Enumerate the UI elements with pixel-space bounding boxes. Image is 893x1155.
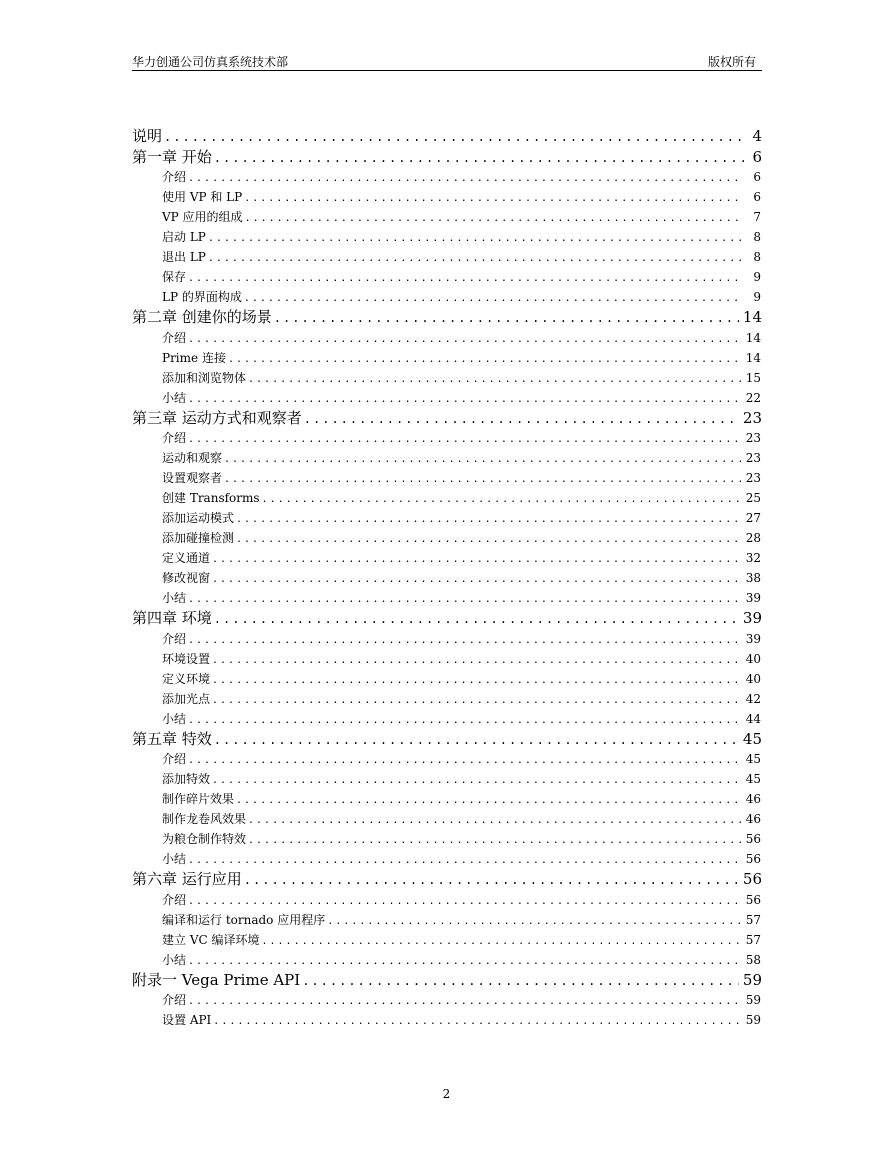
dot-leader: [302, 971, 739, 991]
toc-entry-title: 制作龙卷风效果: [162, 812, 247, 826]
toc-section-entry[interactable]: [132, 227, 762, 247]
dot-leader: [214, 609, 739, 629]
dot-leader: [214, 148, 744, 168]
dot-leader: [236, 510, 742, 528]
toc-entry-title: VP 应用的组成: [162, 210, 243, 224]
toc-entry-title: 添加运动模式: [162, 511, 235, 525]
toc-entry-page: 9: [753, 270, 761, 284]
dot-leader: [261, 932, 741, 950]
toc-section-entry[interactable]: [132, 267, 762, 287]
dot-leader: [208, 249, 743, 267]
toc-entry-title: 小结: [162, 711, 187, 726]
dot-leader: [188, 430, 742, 448]
toc-entry-title: 定义环境: [162, 671, 211, 686]
dot-leader: [212, 570, 742, 588]
toc-entry-title: 环境设置: [162, 651, 211, 666]
toc-entry-page: 7: [753, 210, 761, 224]
toc-section-entry[interactable]: [132, 789, 762, 809]
dot-leader: [164, 127, 744, 147]
toc-section-entry[interactable]: [132, 588, 762, 608]
toc-entry-title: 保存: [162, 270, 187, 284]
toc-entry-page: 23: [745, 431, 761, 445]
toc-entry-title: 退出 LP: [162, 250, 206, 264]
toc-chapter-entry[interactable]: [132, 126, 762, 147]
toc-entry-title: 添加光点: [162, 691, 211, 706]
toc-section-entry[interactable]: [132, 167, 762, 187]
toc-entry-title: 为粮仓制作特效: [162, 832, 247, 846]
toc-section-entry[interactable]: [132, 809, 762, 829]
dot-leader: [188, 851, 742, 869]
toc-entry-page: 27: [745, 511, 761, 525]
toc-entry-page: 56: [745, 832, 761, 846]
toc-entry-page: 22: [745, 390, 761, 405]
toc-entry-title: 设置 API: [162, 1013, 212, 1027]
toc-entry-page: 39: [745, 591, 761, 605]
toc-entry-page: 8: [753, 250, 761, 264]
dot-leader: [214, 730, 739, 750]
toc-entry-title: 创建 Transforms: [162, 491, 260, 505]
toc-entry-page: 45: [742, 729, 762, 748]
toc-entry-title: 定义通道: [162, 551, 211, 565]
toc-chapter-entry[interactable]: [132, 147, 762, 168]
toc-entry-title: 小结: [162, 852, 187, 866]
toc-section-entry[interactable]: [132, 629, 762, 649]
toc-entry-page: 15: [745, 370, 761, 385]
toc-entry-page: 40: [745, 671, 761, 686]
toc-chapter-entry[interactable]: [132, 869, 762, 890]
toc-section-entry[interactable]: [132, 187, 762, 207]
dot-leader: [188, 590, 742, 608]
toc-section-entry[interactable]: [132, 287, 762, 307]
toc-entry-title: 介绍: [162, 170, 187, 184]
toc-entry-page: 23: [742, 408, 762, 427]
toc-section-entry[interactable]: [132, 910, 762, 930]
table-of-contents: [132, 126, 762, 1030]
dot-leader: [213, 1012, 741, 1030]
toc-section-entry[interactable]: [132, 468, 762, 488]
dot-leader: [236, 530, 742, 548]
toc-entry-title: 第四章 环境: [132, 609, 212, 627]
toc-section-entry[interactable]: [132, 448, 762, 468]
header-copyright: 版权所有: [707, 55, 756, 69]
toc-entry-page: 42: [745, 691, 761, 706]
toc-chapter-entry[interactable]: [132, 970, 762, 991]
toc-entry-title: Prime 连接: [162, 350, 226, 365]
dot-leader: [248, 370, 742, 388]
toc-entry-page: 9: [753, 290, 761, 304]
toc-entry-title: 介绍: [162, 330, 187, 345]
toc-entry-page: 45: [745, 772, 761, 786]
toc-section-entry[interactable]: [132, 649, 762, 669]
toc-entry-title: 第一章 开始: [132, 147, 212, 166]
toc-section-entry[interactable]: [132, 488, 762, 508]
toc-entry-title: 使用 VP 和 LP: [162, 190, 243, 204]
dot-leader: [244, 870, 739, 890]
dot-leader: [224, 470, 742, 488]
toc-section-entry[interactable]: [132, 207, 762, 227]
toc-section-entry[interactable]: [132, 328, 762, 348]
toc-entry-page: 40: [745, 651, 761, 666]
toc-entry-title: 添加碰撞检测: [162, 531, 235, 545]
dot-leader: [327, 912, 742, 930]
toc-entry-page: 59: [745, 1013, 761, 1027]
dot-leader: [248, 831, 742, 849]
toc-entry-title: 介绍: [162, 752, 187, 766]
dot-leader: [188, 892, 742, 910]
toc-entry-page: 56: [742, 870, 762, 888]
toc-entry-page: 4: [752, 127, 762, 145]
toc-entry-page: 57: [745, 932, 761, 947]
dot-leader: [212, 691, 742, 709]
toc-entry-title: 第二章 创建你的场景: [132, 308, 272, 326]
toc-section-entry[interactable]: [132, 548, 762, 568]
dot-leader: [274, 308, 739, 328]
toc-entry-page: 6: [752, 147, 762, 166]
toc-entry-title: 添加特效: [162, 772, 211, 786]
toc-entry-title: 介绍: [162, 993, 187, 1007]
toc-section-entry[interactable]: [132, 388, 762, 408]
toc-entry-page: 58: [745, 952, 761, 967]
toc-section-entry[interactable]: [132, 890, 762, 910]
page-header: [132, 50, 762, 71]
toc-section-entry[interactable]: [132, 428, 762, 448]
toc-entry-title: 附录一 Vega Prime API: [132, 970, 301, 989]
toc-section-entry[interactable]: [132, 508, 762, 528]
dot-leader: [248, 811, 742, 829]
toc-entry-title: 第三章 运动方式和观察者: [132, 408, 302, 427]
toc-entry-page: 32: [745, 551, 761, 565]
toc-chapter-entry[interactable]: [132, 408, 762, 429]
toc-section-entry[interactable]: [132, 348, 762, 368]
dot-leader: [212, 671, 742, 689]
dot-leader: [188, 631, 742, 649]
toc-entry-title: 说明: [132, 127, 163, 145]
dot-leader: [236, 791, 742, 809]
header-organization: 华力创通公司仿真系统技术部: [132, 55, 289, 69]
toc-entry-title: 介绍: [162, 431, 187, 445]
dot-leader: [244, 289, 743, 307]
toc-entry-page: 14: [745, 330, 761, 345]
toc-entry-title: 第五章 特效: [132, 729, 212, 748]
toc-section-entry[interactable]: [132, 950, 762, 970]
toc-section-entry[interactable]: [132, 568, 762, 588]
page-number: 2: [442, 1087, 451, 1101]
toc-entry-page: 59: [745, 993, 761, 1007]
toc-entry-page: 56: [745, 892, 761, 907]
dot-leader: [228, 350, 742, 368]
toc-entry-page: 57: [745, 912, 761, 927]
toc-entry-page: 39: [742, 609, 762, 627]
dot-leader: [224, 450, 742, 468]
toc-entry-page: 14: [745, 350, 761, 365]
dot-leader: [188, 390, 742, 408]
dot-leader: [212, 771, 742, 789]
toc-section-entry[interactable]: [132, 990, 762, 1010]
toc-chapter-entry[interactable]: [132, 307, 762, 328]
toc-entry-page: 23: [745, 451, 761, 465]
toc-entry-title: LP 的界面构成: [162, 290, 242, 304]
toc-entry-title: 介绍: [162, 631, 187, 646]
toc-entry-title: 启动 LP: [162, 230, 206, 244]
dot-leader: [212, 651, 742, 669]
dot-leader: [208, 229, 743, 247]
toc-entry-title: 添加和浏览物体: [162, 370, 247, 385]
toc-entry-page: 45: [745, 752, 761, 766]
toc-entry-title: 修改视窗: [162, 571, 211, 585]
toc-section-entry[interactable]: [132, 749, 762, 769]
toc-section-entry[interactable]: [132, 1010, 762, 1030]
dot-leader: [212, 550, 742, 568]
toc-section-entry[interactable]: [132, 709, 762, 729]
toc-entry-page: 46: [745, 812, 761, 826]
toc-entry-page: 59: [742, 970, 762, 989]
toc-entry-page: 8: [753, 230, 761, 244]
toc-entry-page: 14: [742, 308, 762, 326]
toc-chapter-entry[interactable]: [132, 729, 762, 750]
toc-entry-page: 44: [745, 711, 761, 726]
toc-section-entry[interactable]: [132, 368, 762, 388]
dot-leader: [188, 751, 742, 769]
toc-section-entry[interactable]: [132, 930, 762, 950]
toc-entry-page: 39: [745, 631, 761, 646]
toc-entry-title: 第六章 运行应用: [132, 870, 242, 888]
toc-section-entry[interactable]: [132, 247, 762, 267]
dot-leader: [188, 711, 742, 729]
toc-entry-page: 25: [745, 491, 761, 505]
toc-entry-title: 编译和运行 tornado 应用程序: [162, 912, 326, 927]
toc-entry-page: 23: [745, 471, 761, 485]
toc-entry-title: 运动和观察: [162, 451, 223, 465]
toc-entry-title: 建立 VC 编译环境: [162, 932, 260, 947]
toc-section-entry[interactable]: [132, 528, 762, 548]
toc-entry-title: 小结: [162, 591, 187, 605]
toc-entry-page: 6: [753, 190, 761, 204]
toc-entry-title: 介绍: [162, 892, 187, 907]
toc-section-entry[interactable]: [132, 669, 762, 689]
dot-leader: [262, 490, 742, 508]
dot-leader: [188, 169, 743, 187]
toc-entry-page: 38: [745, 571, 761, 585]
toc-entry-page: 46: [745, 792, 761, 806]
toc-section-entry[interactable]: [132, 849, 762, 869]
toc-entry-page: 56: [745, 852, 761, 866]
toc-entry-title: 小结: [162, 952, 187, 967]
dot-leader: [188, 992, 742, 1010]
toc-entry-title: 制作碎片效果: [162, 792, 235, 806]
dot-leader: [245, 209, 743, 227]
toc-chapter-entry[interactable]: [132, 608, 762, 629]
toc-entry-page: 28: [745, 531, 761, 545]
toc-entry-title: 设置观察者: [162, 471, 223, 485]
dot-leader: [188, 952, 742, 970]
dot-leader: [244, 189, 743, 207]
toc-section-entry[interactable]: [132, 829, 762, 849]
toc-entry-title: 小结: [162, 390, 187, 405]
toc-section-entry[interactable]: [132, 769, 762, 789]
toc-entry-page: 6: [753, 170, 761, 184]
toc-section-entry[interactable]: [132, 689, 762, 709]
dot-leader: [304, 409, 739, 429]
dot-leader: [188, 269, 743, 287]
dot-leader: [188, 330, 742, 348]
